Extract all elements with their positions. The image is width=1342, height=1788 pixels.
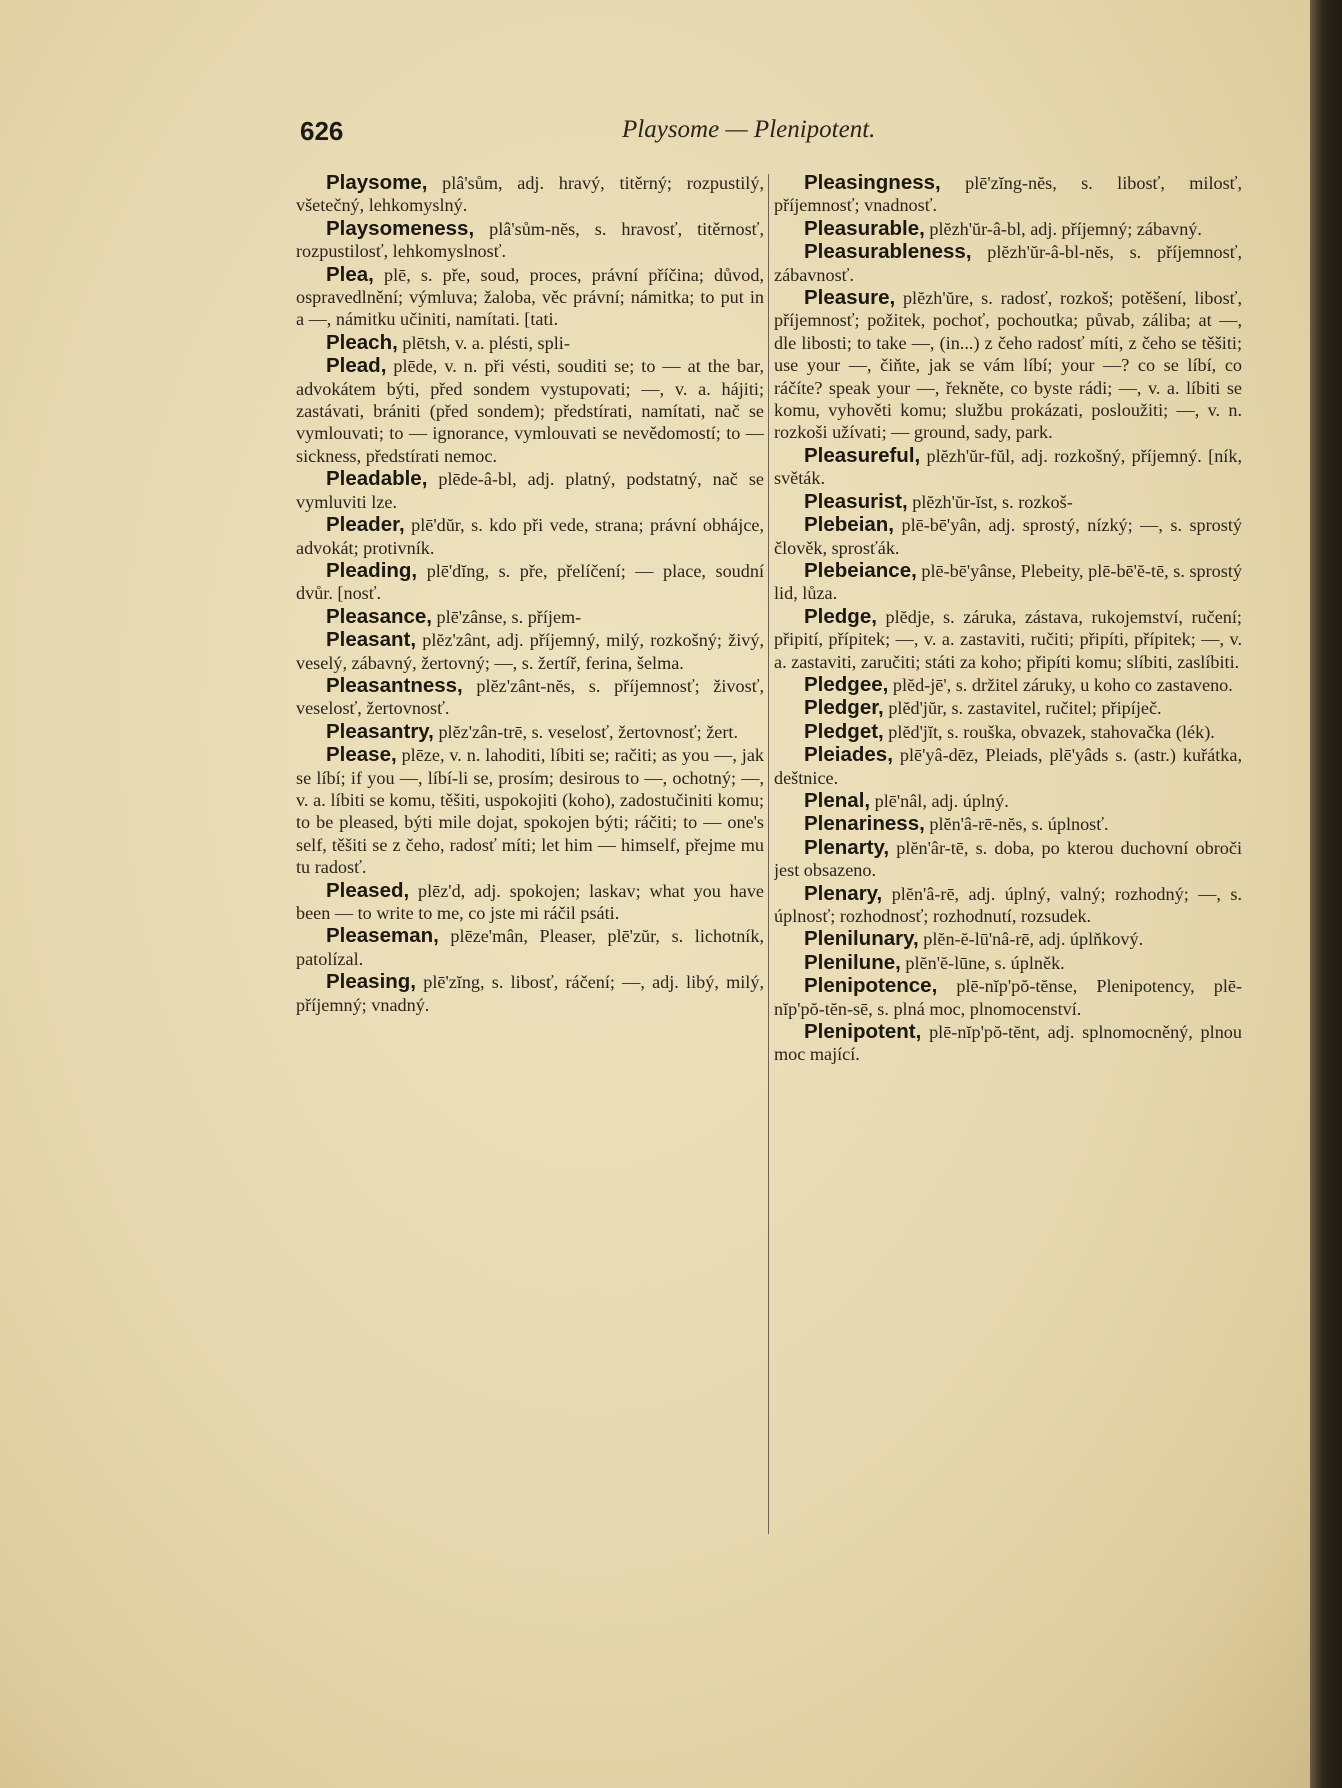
definition: plē-bē'yânse, Plebeity, plē-bē'ĕ-tē, s. sprostý lid, lůza. [774, 560, 1242, 604]
dictionary-entry [296, 355, 764, 467]
column-divider [768, 174, 769, 1534]
headword: Pleach, [326, 330, 398, 354]
dictionary-entry [774, 491, 1242, 513]
headword: Pledger, [804, 696, 884, 720]
headword: Plenipotence, [804, 974, 938, 998]
dictionary-entry [774, 218, 1242, 240]
dictionary-entry [296, 560, 764, 605]
dictionary-entry [774, 928, 1242, 950]
dictionary-entry [774, 837, 1242, 882]
headword: Pledge, [804, 604, 877, 628]
definition: plētsh, v. a. plésti, spli- [402, 332, 570, 353]
dictionary-entry [296, 880, 764, 925]
headword: Pleasure, [804, 286, 896, 310]
headword: Pleading, [326, 558, 418, 582]
right-column [774, 172, 1242, 1552]
headword: Pleased, [326, 878, 410, 902]
dictionary-entry [774, 674, 1242, 696]
headword: Pleasantness, [326, 673, 463, 697]
definition: plĕzh'ŭr-ĭst, s. rozkoš- [912, 491, 1073, 512]
dictionary-entry [296, 468, 764, 513]
dictionary-entry [296, 264, 764, 331]
definition: plēde-â-bl, adj. platný, podstatný, nač se vymluviti lze. [296, 469, 764, 512]
dictionary-entry [774, 241, 1242, 286]
definition: plĕzh'ŭr-â-bl, adj. příjemný; zábavný. [929, 218, 1202, 239]
definition: plē'yâ-dēz, Pleiads, plē'yâds s. (astr.) kuřátka, deštnice. [774, 745, 1242, 788]
headword: Pleasantry, [326, 719, 434, 743]
dictionary-entry [774, 744, 1242, 789]
headword: Pleasance, [326, 604, 432, 628]
dictionary-entry [774, 445, 1242, 490]
definition: plĕn'âr-tē, s. doba, po kterou duchovní obroči jest obsazeno. [774, 837, 1242, 881]
definition: plâ'sům, adj. hravý, titěrný; rozpustilý, všetečný, lehkomyslný. [296, 173, 764, 216]
page-header [300, 116, 940, 152]
definition: plĕdje, s. záruka, zástava, rukojemství, ručení; připití, přípitek; —, v. a. zastaviti, ručiti; připíti, přípitek; —, v. a. zastaviti, zaručiti; státi za koho; připíti komu; slíbiti, zaslíbiti. [774, 606, 1242, 672]
headword: Plenal, [804, 788, 871, 812]
definition: plē'dŭr, s. kdo při vede, strana; právní obhájce, advokát; protivník. [296, 515, 764, 558]
headword: Pleiades, [804, 743, 893, 767]
dictionary-entry [296, 514, 764, 559]
headword: Plenilunary, [804, 927, 919, 951]
headword: Pleaseman, [326, 924, 439, 948]
definition: plĕz'zânt-nĕs, s. příjemnosť; živosť, veselosť, žertovnosť. [296, 675, 764, 719]
headword: Plead, [326, 354, 387, 378]
definition: plĕz'zânt, adj. příjemný, milý, rozkošný; živý, veselý, zábavný, žertovný; —, s. žertíř, ferina, šelma. [296, 630, 764, 673]
definition: plē-nĭp'pŏ-tĕnse, Plenipotency, plē-nĭp'pŏ-tĕn-sē, s. plná moc, plnomocenství. [774, 976, 1242, 1019]
dictionary-entry [296, 925, 764, 970]
dictionary-entry [296, 218, 764, 263]
headword: Pleasing, [326, 970, 417, 994]
definition: plĕd'jŭr, s. zastavitel, ručitel; připíječ. [888, 698, 1162, 719]
headword: Plenariness, [804, 812, 925, 836]
definition: plĕzh'ŭr-fŭl, adj. rozkošný, příjemný. [ník, světák. [774, 445, 1242, 489]
headword: Pleasurableness, [804, 240, 972, 264]
definition: plē'zânse, s. příjem- [436, 606, 582, 627]
definition: plēze, v. n. lahoditi, líbiti se; račiti; as you —, jak se líbí; if you —, líbí-li se, prosím; desirous to —, ochotný; —, v. a. líbiti se komu, těšiti, uspokojiti (koho), zadostučiniti komu; to be pleased, býti mile dojat, spokojen býti; ráčiti; to — one's self, těšiti se z čeho, radosť míti; let him — himself, přejme mu tu radosť. [296, 745, 764, 878]
headword: Please, [326, 743, 397, 767]
definition: plĕd-jē', s. držitel záruky, u koho co zastaveno. [892, 674, 1233, 695]
definition: plēze'mân, Pleaser, plē'zŭr, s. lichotník, patolízal. [296, 926, 764, 969]
headword: Pleasurable, [804, 216, 925, 240]
dictionary-entry [774, 697, 1242, 719]
dictionary-entry [774, 975, 1242, 1020]
dictionary-entry [774, 721, 1242, 743]
definition: plē-bē'yân, adj. sprostý, nízký; —, s. sprostý člověk, sprosťák. [774, 515, 1242, 558]
definition: plĕzh'ŭr-â-bl-nĕs, s. příjemnosť, zábavnosť. [774, 242, 1242, 285]
headword: Plebeiance, [804, 558, 917, 582]
definition: plĕzh'ŭre, s. radosť, rozkoš; potěšení, libosť, příjemnosť; požitek, pochoť, pochoutka; půvab, záliba; at —, dle libosti; to take —, (in...) z čeho radosť míti, z čeho se těšiti; use your —, čiňte, jak se vám líbí; your —? co se líbí, co ráčíte? speak your —, řekněte, co byste rádi; —, v. a. líbiti se komu, vyhověti komu; službu prokázati, posloužiti; —, v. n. rozkoši užívati; — ground, sady, park. [774, 288, 1242, 443]
definition: plē'dĭng, s. pře, přelíčení; — place, soudní dvůr. [nosť. [296, 560, 764, 604]
definition: plĕn'â-rē-nĕs, s. úplnosť. [929, 814, 1109, 835]
dictionary-entry [774, 172, 1242, 217]
dictionary-entry [296, 971, 764, 1016]
dictionary-entry [296, 744, 764, 878]
dictionary-entry [296, 172, 764, 217]
dictionary-entry [774, 514, 1242, 559]
headword: Pleasingness, [804, 172, 941, 194]
headword: Pleasant, [326, 628, 417, 652]
definition: plĕn-ĕ-lū'nâ-rē, adj. úplňkový. [923, 929, 1144, 950]
headword: Plenipotent, [804, 1020, 922, 1044]
definition: plĕd'jĭt, s. rouška, obvazek, stahovačka (lék). [888, 721, 1215, 742]
dictionary-entry [774, 952, 1242, 974]
headword: Pleader, [326, 513, 405, 537]
dictionary-entry [296, 606, 764, 628]
definition: plē, s. pře, soud, proces, právní příčina; důvod, ospravedlnění; výmluva; žaloba, věc právní; námitka; to put in a —, námitku učiniti, namítati. [tati. [296, 264, 764, 330]
definition: plē-nĭp'pŏ-tĕnt, adj. splnomocněný, plnou moc mající. [774, 1022, 1242, 1065]
definition: plĕz'zân-trē, s. veselosť, žertovnosť; žert. [438, 721, 739, 742]
headword: Pledgee, [804, 672, 889, 696]
definition: plē'zĭng-nĕs, s. libosť, milosť, příjemnosť; vnadnosť. [774, 173, 1242, 216]
dictionary-entry [774, 1021, 1242, 1066]
dictionary-entry [774, 606, 1242, 673]
definition: plĕn'â-rē, adj. úplný, valný; rozhodný; —, s. úplnosť; rozhodnosť; rozhodnutí, rozsudek. [774, 883, 1242, 926]
page-number: 626 [300, 116, 344, 146]
headword: Plea, [326, 262, 374, 286]
headword: Playsome, [326, 172, 428, 194]
dictionary-entry [774, 560, 1242, 605]
definition: plēde, v. n. při vésti, souditi se; to — at the bar, advokátem býti, před sondem vystupovati; —, v. a. hájiti; zastávati, brániti (před sondem); předstírati, namítati, nač se vymlouvati; to — ignorance, vymlouvati se nevědomostí; to — sickness, předstírati nemoc. [296, 356, 764, 466]
dictionary-entry [774, 287, 1242, 444]
definition: plĕn'ĕ-lūne, s. úplněk. [905, 952, 1065, 973]
definition: plēz'd, adj. spokojen; laskav; what you have been — to write to me, co jste mi ráčil psáti. [296, 880, 764, 923]
dictionary-entry [774, 883, 1242, 928]
dictionary-entry [296, 629, 764, 674]
dictionary-entry [296, 332, 764, 354]
dictionary-entry [296, 721, 764, 743]
headword: Pleasureful, [804, 443, 921, 467]
headword: Pleadable, [326, 467, 428, 491]
headword: Pledget, [804, 719, 884, 743]
page-title: Playsome — Plenipotent. [622, 116, 876, 143]
headword: Plebeian, [804, 513, 895, 537]
definition: plē'nâl, adj. úplný. [874, 790, 1009, 811]
book-spine-edge [1310, 0, 1342, 1788]
definition: plē'zĭng, s. libosť, ráčení; —, adj. libý, milý, příjemný; vnadný. [296, 972, 764, 1015]
dictionary-entry [296, 675, 764, 720]
headword: Plenarty, [804, 835, 890, 859]
dictionary-entry [774, 790, 1242, 812]
headword: Pleasurist, [804, 489, 908, 513]
dictionary-entry [774, 813, 1242, 835]
headword: Playsomeness, [326, 216, 475, 240]
headword: Plenilune, [804, 950, 901, 974]
headword: Plenary, [804, 881, 883, 905]
definition: plâ'sům-nĕs, s. hravosť, titěrnosť, rozpustilosť, lehkomyslnosť. [296, 218, 764, 262]
left-column [296, 172, 764, 1552]
